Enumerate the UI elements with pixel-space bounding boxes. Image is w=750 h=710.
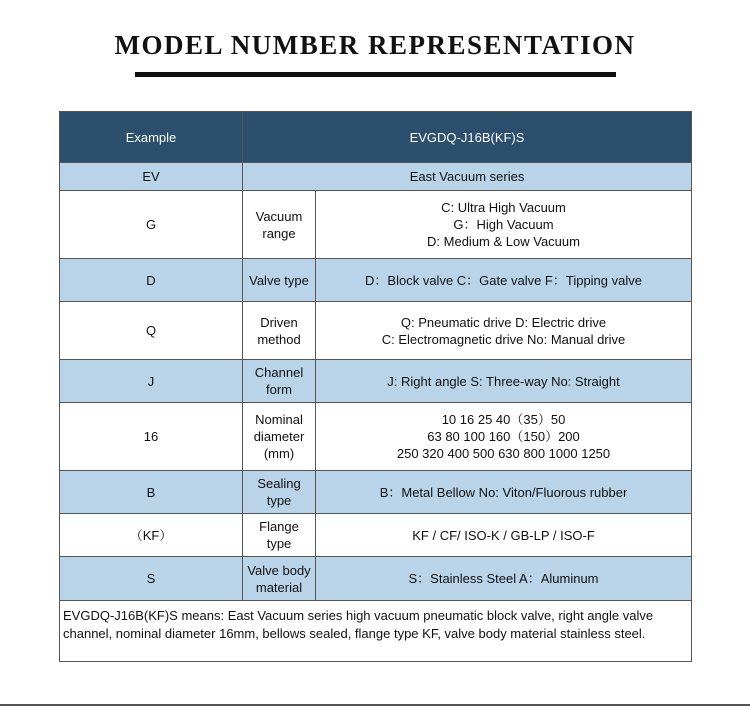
bottom-divider bbox=[0, 704, 750, 706]
row-options bbox=[316, 259, 692, 302]
field-name-line: (mm) bbox=[263, 446, 295, 461]
field-name-line: Flange type bbox=[259, 519, 299, 551]
row-code: 16 bbox=[60, 403, 243, 471]
row-code: D bbox=[60, 259, 243, 302]
table-row bbox=[60, 514, 692, 557]
table-row bbox=[60, 259, 692, 302]
row-field-name bbox=[243, 471, 316, 514]
row-options bbox=[316, 191, 692, 259]
option-line: 63 80 100 160（150）200 bbox=[427, 429, 580, 444]
field-name-line: material bbox=[255, 579, 303, 595]
table-row bbox=[60, 403, 692, 471]
option-line: 10 16 25 40（35）50 bbox=[441, 412, 566, 427]
field-name-line: Channel bbox=[254, 365, 304, 380]
option-line: KF / CF/ ISO-K / GB-LP / ISO-F bbox=[412, 527, 595, 543]
series-row bbox=[60, 163, 692, 191]
row-code: B bbox=[60, 471, 243, 514]
model-number-table bbox=[59, 111, 692, 662]
row-field-name bbox=[243, 557, 316, 601]
table-row bbox=[60, 360, 692, 403]
field-name-line: Valve body bbox=[247, 562, 311, 578]
field-name-line: Driven bbox=[260, 314, 298, 330]
option-line: C: Electromagnetic drive No: Manual drive bbox=[381, 331, 626, 347]
series-code: EV bbox=[60, 163, 243, 191]
field-name-line: Valve type bbox=[249, 272, 309, 288]
header-label: Example bbox=[60, 112, 243, 163]
field-name-line: form bbox=[266, 382, 292, 397]
table-row bbox=[60, 557, 692, 601]
title-underline bbox=[135, 72, 616, 77]
row-field-name bbox=[243, 191, 316, 259]
note-row bbox=[60, 601, 692, 662]
row-code: S bbox=[60, 557, 243, 601]
row-options bbox=[316, 403, 692, 471]
field-name-line: range bbox=[262, 225, 296, 241]
row-field-name bbox=[243, 360, 316, 403]
header-example-code: EVGDQ-J16B(KF)S bbox=[243, 112, 692, 163]
row-options bbox=[316, 471, 692, 514]
table-row bbox=[60, 191, 692, 259]
field-name-line: Vacuum bbox=[255, 208, 303, 224]
model-explanation-note: EVGDQ-J16B(KF)S means: East Vacuum series high vacuum pneumatic block valve, right angle valve channel, nominal diameter 16mm, bellows sealed, flange type KF, valve body material stainless steel. bbox=[60, 601, 692, 662]
row-code: G bbox=[60, 191, 243, 259]
row-field-name bbox=[243, 302, 316, 360]
row-options bbox=[316, 514, 692, 557]
row-code: J bbox=[60, 360, 243, 403]
option-line: D: Medium & Low Vacuum bbox=[427, 234, 580, 249]
option-line: 250 320 400 500 630 800 1000 1250 bbox=[396, 446, 611, 461]
option-line: J: Right angle S: Three-way No: Straight bbox=[387, 373, 620, 389]
field-name-line: type bbox=[266, 493, 292, 508]
field-name-line: method bbox=[257, 331, 301, 347]
row-options bbox=[316, 557, 692, 601]
row-options bbox=[316, 360, 692, 403]
row-code: （KF） bbox=[60, 514, 243, 557]
field-name-line: Sealing bbox=[257, 476, 301, 491]
option-line: C: Ultra High Vacuum bbox=[441, 200, 566, 215]
row-field-name bbox=[243, 514, 316, 557]
page-title: MODEL NUMBER REPRESENTATION bbox=[114, 30, 636, 60]
option-line: B：Metal Bellow No: Viton/Fluorous rubber bbox=[379, 484, 628, 500]
option-line: D：Block valve C：Gate valve F：Tipping valve bbox=[365, 272, 642, 288]
row-field-name bbox=[243, 403, 316, 471]
table-row bbox=[60, 302, 692, 360]
table-header-row bbox=[60, 112, 692, 163]
option-line: Q: Pneumatic drive D: Electric drive bbox=[400, 314, 607, 330]
series-description: East Vacuum series bbox=[243, 163, 692, 191]
option-line: G：High Vacuum bbox=[453, 217, 554, 232]
field-name-line: diameter bbox=[253, 429, 305, 444]
row-code: Q bbox=[60, 302, 243, 360]
field-name-line: Nominal bbox=[255, 412, 303, 427]
table-row bbox=[60, 471, 692, 514]
option-line: S：Stainless Steel A：Aluminum bbox=[408, 571, 599, 586]
row-options bbox=[316, 302, 692, 360]
row-field-name bbox=[243, 259, 316, 302]
